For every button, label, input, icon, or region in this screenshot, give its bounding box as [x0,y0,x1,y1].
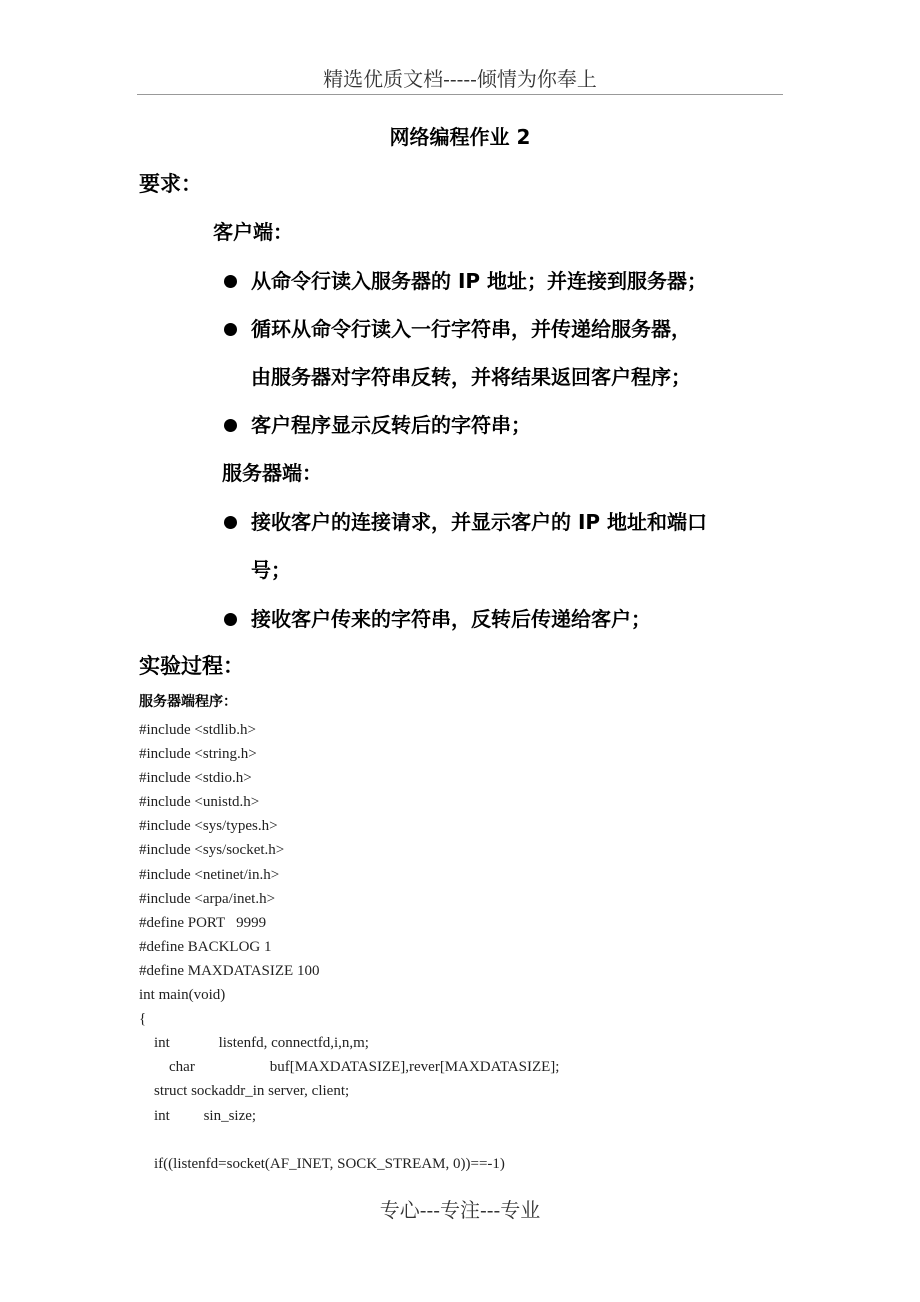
list-item-text: 客户程序显示反转后的字符串； [251,413,531,437]
list-item-text: 由服务器对字符串反转，并将结果返回客户程序； [251,365,691,389]
list-item-text: 接收客户的连接请求，并显示客户的 IP 地址和端口 [251,510,708,534]
list-item-text: 号； [251,558,291,582]
bullet-icon [224,516,237,529]
bullet-icon [224,419,237,432]
list-item-text: 从命令行读入服务器的 IP 地址；并连接到服务器； [251,269,708,293]
code-block: #include <stdlib.h> #include <string.h> #include <stdio.h> #include <unistd.h> #include <sys/types.h> #include <sys/socket.h> #include <netinet/in.h> #include <arpa/inet.h> #define PORT 9999 #define BACKLOG 1 #define MAXDATASIZE 100 int main(void) { int listenfd, connectfd,i,n,m; char buf[MAXDATASIZE],rever[MAXDATASIZE]; struct sockaddr_in server, client; int sin_size; if((listenfd=socket(AF_INET, SOCK_STREAM, 0))==-1) [139,722,560,1172]
server-heading: 服务器端： [222,461,322,485]
bullet-icon [224,323,237,336]
bullet-icon [224,613,237,626]
bullet-icon [224,275,237,288]
document-title: 网络编程作业 2 [389,125,531,149]
header-divider [137,94,783,95]
server-program-label: 服务器端程序： [139,694,237,710]
page-footer: 专心---专注---专业 [379,1198,541,1222]
page-header: 精选优质文档-----倾情为你奉上 [323,67,597,91]
list-item-text: 接收客户传来的字符串，反转后传递给客户； [251,607,651,631]
process-heading: 实验过程： [139,654,244,678]
client-heading: 客户端： [213,220,293,244]
requirements-heading: 要求： [139,172,202,196]
list-item-text: 循环从命令行读入一行字符串，并传递给服务器， [251,317,691,341]
